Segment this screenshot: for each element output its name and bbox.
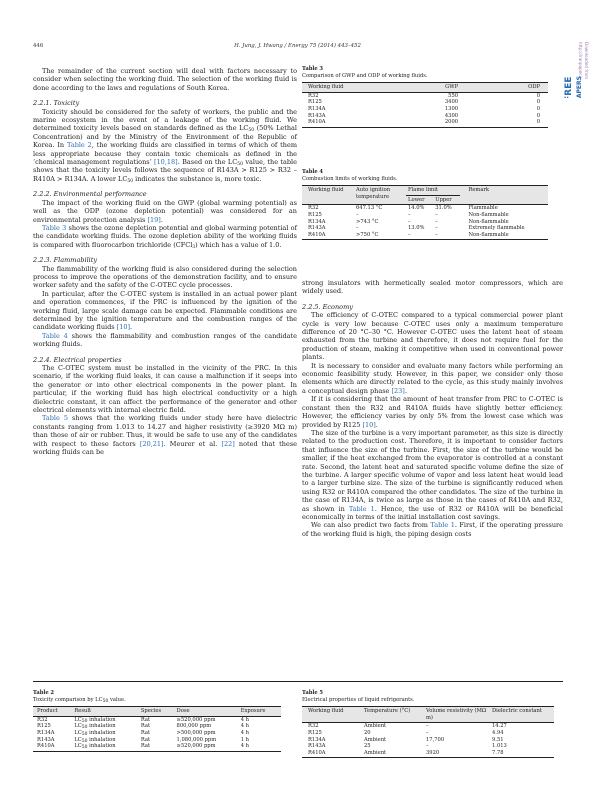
free-papers-stamp-graphic — [559, 40, 593, 98]
flammability-paragraph-3: Table 4 shows the flammability and combustion ranges of the candidate working fluids. — [33, 331, 297, 349]
section-economy-title: 2.2.5. Economy — [302, 302, 353, 311]
table-cell: R143A — [308, 112, 326, 119]
table-cell: – — [356, 225, 359, 232]
section-electrical-title: 2.2.4. Electrical properties — [33, 355, 122, 364]
table-cell: Non-flammable — [468, 231, 509, 238]
table4-link[interactable]: Table 4 — [42, 331, 68, 340]
table-cell: 13.0% — [408, 225, 425, 232]
table5-title: Table 5 — [302, 690, 324, 696]
table-cell: Rat — [140, 743, 151, 750]
economy-paragraph-4: The size of the turbine is a very important parameter, as this size is directly related to the production cost. Therefore, it is important to consider factors that influence the size of the turbine. First, the size of the turbine would be smaller, if the heat exchanged from the evaporator is controlled at a constant rate. Second, the latent heat and saturated specific volume define the size of the turbine. A larger specific volume of vapor and less latent heat would lead to a larger turbine size. The size of the turbine is significantly reduced when using R32 or R410A compared the other candidates. The size of the turbine in the case of R134A, is twice as large as those in the cases of R410A and R32, as shown in Table 1. Hence, the use of R32 or R410A will be beneficial economically in terms of the initial installation cost savings. — [302, 428, 563, 521]
table-cell: 25 — [364, 743, 371, 750]
table3-header: GWP — [445, 84, 459, 91]
table4-subheader: Upper — [435, 196, 452, 203]
table4-header: Remark — [468, 187, 490, 194]
table-cell: R410A — [308, 231, 326, 238]
table-cell: ≥520,000 ppm — [176, 743, 216, 750]
table4-caption: Combustion limits of working fluids. — [302, 175, 398, 182]
table-cell: 550 — [448, 92, 459, 99]
table-cell: Flammable — [468, 205, 498, 212]
table-cell: 14.0% — [408, 205, 425, 212]
table2-header: Result — [74, 708, 92, 715]
table5 — [302, 690, 554, 758]
table-cell: 0 — [536, 112, 540, 119]
flammability-paragraph-1: The flammability of the working fluid is also considered during the selection process to improve the operations of the demonstration facility, and to ensure worker safety and the safety of the C-OTEC cycle processes. — [33, 264, 297, 290]
table-row — [302, 232, 548, 239]
table-cell: R32 — [308, 92, 319, 99]
table1-link[interactable]: Table 1 — [430, 521, 455, 530]
table-cell: 3400 — [444, 99, 459, 106]
table-row — [302, 723, 554, 730]
table3-caption: Comparison of GWP and ODP of working fluids. — [302, 72, 428, 79]
table5-header: Volume resistivity (MΩ m) — [426, 708, 487, 721]
table-cell: 1300 — [444, 105, 459, 112]
table-row — [302, 119, 548, 126]
table-cell: Ambient — [364, 723, 387, 730]
table2-header: Product — [37, 708, 58, 715]
svg-text:FREE: FREE — [564, 76, 574, 98]
table-cell: R143A — [308, 743, 326, 750]
table-cell: 4 h — [240, 723, 250, 730]
ref-link[interactable]: [19] — [147, 215, 161, 224]
ref-link[interactable]: [23] — [391, 386, 405, 395]
table-cell: $LC_{50}$ inhalation — [74, 736, 116, 744]
table-cell: Rat — [140, 716, 151, 723]
table-cell: Non-flammable — [468, 211, 509, 218]
table-row — [302, 106, 548, 113]
table-cell: R125 — [308, 99, 322, 106]
table5-header: Dielectric constant — [492, 708, 542, 715]
table-row — [33, 716, 281, 723]
table-cell: 4 h — [240, 716, 250, 723]
table-cell: R125 — [37, 723, 51, 730]
table-cell: R143A — [308, 225, 326, 232]
table-cell: Rat — [140, 723, 151, 730]
table-cell: 4300 — [444, 112, 459, 119]
table-cell: – — [435, 218, 438, 225]
table-cell: Rat — [140, 729, 151, 736]
toxicity-paragraph: Toxicity should be considered for the safety of workers, the public and the marine ecosystem in the event of a leakage of the working fluid. We determined toxicity levels based on standards defined as the $LC_{50}$ (50% Lethal Concentration) and by the Ministry of the Environment of the Republic of Korea. In Table 2, the working fluids are classified in terms of which of them less appropriate because they contain toxic chemicals as defined in the ‘chemical management regulations’ [10,18]. Based on the $LC_{50}$ value, the table shows that the toxicity levels follows the sequence of R143A > R125 > R32 – R410A > R134A. A lower $LC_{50}$ indicates the substance is, more toxic. — [33, 107, 297, 184]
page-number: 446 — [33, 43, 44, 49]
table-cell: $LC_{50}$ inhalation — [74, 716, 116, 724]
table-cell: Rat — [140, 736, 151, 743]
table3-header: ODP — [528, 84, 540, 91]
table-cell: R410A — [308, 749, 326, 756]
table-row — [33, 730, 281, 737]
svg-text:PAPERS: PAPERS — [576, 76, 583, 98]
table-cell: 4 h — [240, 743, 250, 750]
table-cell: 14.27 — [492, 723, 507, 730]
economy-paragraph-3: If it is considering that the amount of heat transfer from PRC to C-OTEC is constant then the R32 and R410A fluids have slightly better efficiency. However, the efficiency varies by only 5% from the lowest case which was provided by R125 [10]. — [302, 395, 563, 429]
table-cell: 4.94 — [492, 729, 504, 736]
ref-link[interactable]: [22] — [221, 439, 235, 448]
right-column — [302, 279, 563, 538]
table2-title: Table 2 — [33, 690, 55, 696]
table-row — [33, 737, 281, 744]
table4-header: Flame limit — [406, 186, 460, 196]
table-cell: 4 h — [240, 729, 250, 736]
table4-header: Working fluid — [308, 187, 344, 194]
electrical-paragraph-1: The C-OTEC system must be installed in the vicinity of the PRC. In this scenario, if the working fluid leaks, it can cause a malfunction if it seeps into the generator or into other electrical components in the power plant. In particular, if the working fluid has high electrical conductivity or a high dielectric constant, it can affect the performance of the generator and other electrical elements with internal electric field. — [33, 364, 297, 415]
table5-header: Temperature (°C) — [364, 708, 411, 715]
table-cell: Extremely flammable — [468, 225, 525, 232]
table-cell: Non-flammable — [468, 218, 509, 225]
table-row — [302, 743, 554, 750]
left-column — [33, 67, 297, 456]
table-cell: $LC_{50}$ inhalation — [74, 723, 116, 731]
table-cell: R125 — [308, 729, 322, 736]
table-cell: >500,000 ppm — [176, 729, 216, 736]
table-cell: – — [408, 231, 411, 238]
table-cell: 2000 — [444, 119, 459, 126]
table-row — [33, 723, 281, 730]
svg-text:Downloaded from: Downloaded from — [584, 42, 589, 80]
table2-caption: Toxicity comparison by $LC_{50}$ value. — [33, 696, 126, 704]
table-row — [33, 743, 281, 750]
table-cell: – — [435, 225, 438, 232]
table-cell: R134A — [308, 218, 326, 225]
table2-link[interactable]: Table 2 — [66, 141, 92, 150]
table-cell: R134A — [308, 105, 326, 112]
section-toxicity-title: 2.2.1. Toxicity — [33, 99, 80, 108]
table-cell: 0 — [536, 119, 540, 126]
economy-paragraph-2: It is necessary to consider and evaluate many factors while performing an economic feasibility study. However, in this paper, we consider only those elements which are directly related to the cycle, as this study mainly involves a conceptual design phase [23]. — [302, 361, 563, 395]
table-cell: – — [426, 729, 429, 736]
environment-paragraph-1: The impact of the working fluid on the GWP (global warming potential) as well as the ODP (ozone depletion potential) was considered for an environmental protection analysis [19]. — [33, 198, 297, 224]
table-cell: 1,080,000 ppm — [176, 736, 217, 743]
table-cell: $LC_{50}$ inhalation — [74, 729, 116, 737]
table3-title: Table 3 — [302, 66, 324, 72]
table-cell: >750 °C — [356, 231, 379, 238]
table-row — [302, 99, 548, 106]
table-cell: – — [356, 211, 359, 218]
table-cell: R134A — [37, 729, 55, 736]
table-cell: 1 h — [240, 736, 250, 743]
table-cell: R32 — [37, 716, 48, 723]
table4-header: Auto ignition temperature — [356, 187, 391, 200]
table2-header: Exposure — [240, 708, 266, 715]
ref-link[interactable]: [10] — [116, 323, 131, 332]
intro-paragraph: The remainder of the current section will deal with factors necessary to consider when selecting the working fluid. The selection of the working fluid is done according to the laws and regulations of South Korea. — [33, 67, 297, 92]
table-cell: Ambient — [364, 736, 387, 743]
section-environment-title: 2.2.2. Environmental performance — [33, 190, 147, 199]
table-row — [302, 730, 554, 737]
ref-link[interactable]: [20,21] — [139, 439, 164, 448]
table-cell: – — [408, 211, 411, 218]
table-cell: 1.013 — [492, 743, 507, 750]
table-cell: – — [408, 218, 411, 225]
table4 — [302, 169, 548, 240]
ref-link[interactable]: [10] — [362, 420, 376, 429]
table2-header: Species — [140, 708, 162, 715]
table4-subheader: Lower — [408, 196, 425, 203]
table-cell: 800,000 ppm — [176, 723, 212, 730]
table5-header: Working fluid — [308, 708, 344, 715]
table-cell: – — [426, 723, 429, 730]
table3 — [302, 66, 548, 128]
table-row — [302, 92, 548, 99]
economy-paragraph-5: We can also predict two facts from Table 1. First, if the operating pressure of the working fluid is high, the piping design costs — [302, 521, 564, 538]
table-cell: 17,700 — [426, 736, 445, 743]
continuation-paragraph: strong insulators with hermetically sealed motor compressors, which are widely used. — [302, 279, 563, 296]
table-cell: 9.51 — [492, 736, 504, 743]
table-cell: R410A — [37, 743, 55, 750]
table-row — [302, 205, 548, 212]
section-flammability-title: 2.2.3. Flammability — [33, 256, 98, 265]
table5-caption: Electrical properties of liquid refrigerants. — [302, 696, 415, 703]
table-cell: R32 — [308, 205, 319, 212]
table-row — [302, 737, 554, 744]
ref-link[interactable]: [10,18] — [154, 158, 178, 167]
table-cell: ≥520,000 ppm — [176, 716, 216, 723]
table-row — [302, 225, 548, 232]
table-cell: 0 — [536, 105, 540, 112]
table5-link[interactable]: Table 5 — [42, 414, 68, 423]
table-cell: – — [435, 231, 438, 238]
table-cell: – — [435, 211, 438, 218]
economy-paragraph-1: The efficiency of C-OTEC compared to a typical commercial power plant cycle is very low because C-OTEC uses only a maximum temperature difference of 20 °C–30 °C. However C-OTEC uses the latent heat of steam exhausted from the turbine and therefore, it does not require fuel for the production of steam, making it competitive when used in conventional power plants. — [302, 311, 563, 362]
table-cell: R32 — [308, 723, 319, 730]
table-cell: 20 — [364, 729, 371, 736]
table-cell: Ambient — [364, 749, 387, 756]
footer-rule — [33, 681, 563, 682]
table-cell: 7.78 — [492, 749, 504, 756]
table2-header: Dose — [176, 708, 190, 715]
table-cell: R410A — [308, 119, 326, 126]
table-cell: >743 °C — [356, 218, 379, 225]
table-cell: R125 — [308, 211, 322, 218]
electrical-paragraph-2: Table 5 shows that the working fluids under study here have dielectric constants ranging from 1.013 to 14.27 and higher resistivity (≥3920 MΩ m) than those of air or rubber. Thus, it would be safe to use any of the candidates with respect to these factors [20,21]. Meurer et al. [22] noted that these working fluids can be — [33, 414, 298, 457]
table-cell: 31.0% — [435, 205, 452, 212]
table-cell: $LC_{50}$ inhalation — [74, 743, 116, 751]
table3-link[interactable]: Table 3 — [42, 223, 67, 232]
table-row — [302, 212, 548, 219]
table1-link[interactable]: Table 1 — [348, 504, 375, 513]
table-cell: 647.13 °C — [356, 205, 383, 212]
table-cell: R143A — [37, 736, 55, 743]
table-cell: 3920 — [426, 749, 440, 756]
journal-citation: H. Jung, J. Hwang / Energy 75 (2014) 443–452 — [234, 43, 361, 49]
table-cell: R134A — [308, 736, 326, 743]
free-papers-stamp — [559, 40, 593, 98]
table-cell: – — [426, 743, 429, 750]
table-row — [302, 113, 548, 120]
table3-header: Working fluid — [308, 84, 344, 91]
table-cell: 0 — [536, 92, 540, 99]
table-row — [302, 219, 548, 226]
table4-title: Table 4 — [302, 169, 324, 175]
table-row — [302, 750, 554, 757]
svg-text:http://iranpaper.ir: http://iranpaper.ir — [578, 42, 583, 79]
environment-paragraph-2: Table 3 shows the ozone depletion potential and global warming potential of the candidate working fluids. The ozone depletion ability of the working fluids is compared with fluorocarbon trichloride (CFCl$_3$) which has a value of 1.0. — [33, 223, 298, 250]
table2 — [33, 690, 281, 752]
flammability-paragraph-2: In particular, after the C-OTEC system is installed in an actual power plant and operation commences, if the PRC is influenced by the ignition of the working fluid, large scale damage can be expected. Flammable conditions are determined by the ignition temperature and the combustion ranges of the candidate working fluids [10]. — [33, 289, 297, 332]
table-cell: 0 — [536, 99, 540, 106]
